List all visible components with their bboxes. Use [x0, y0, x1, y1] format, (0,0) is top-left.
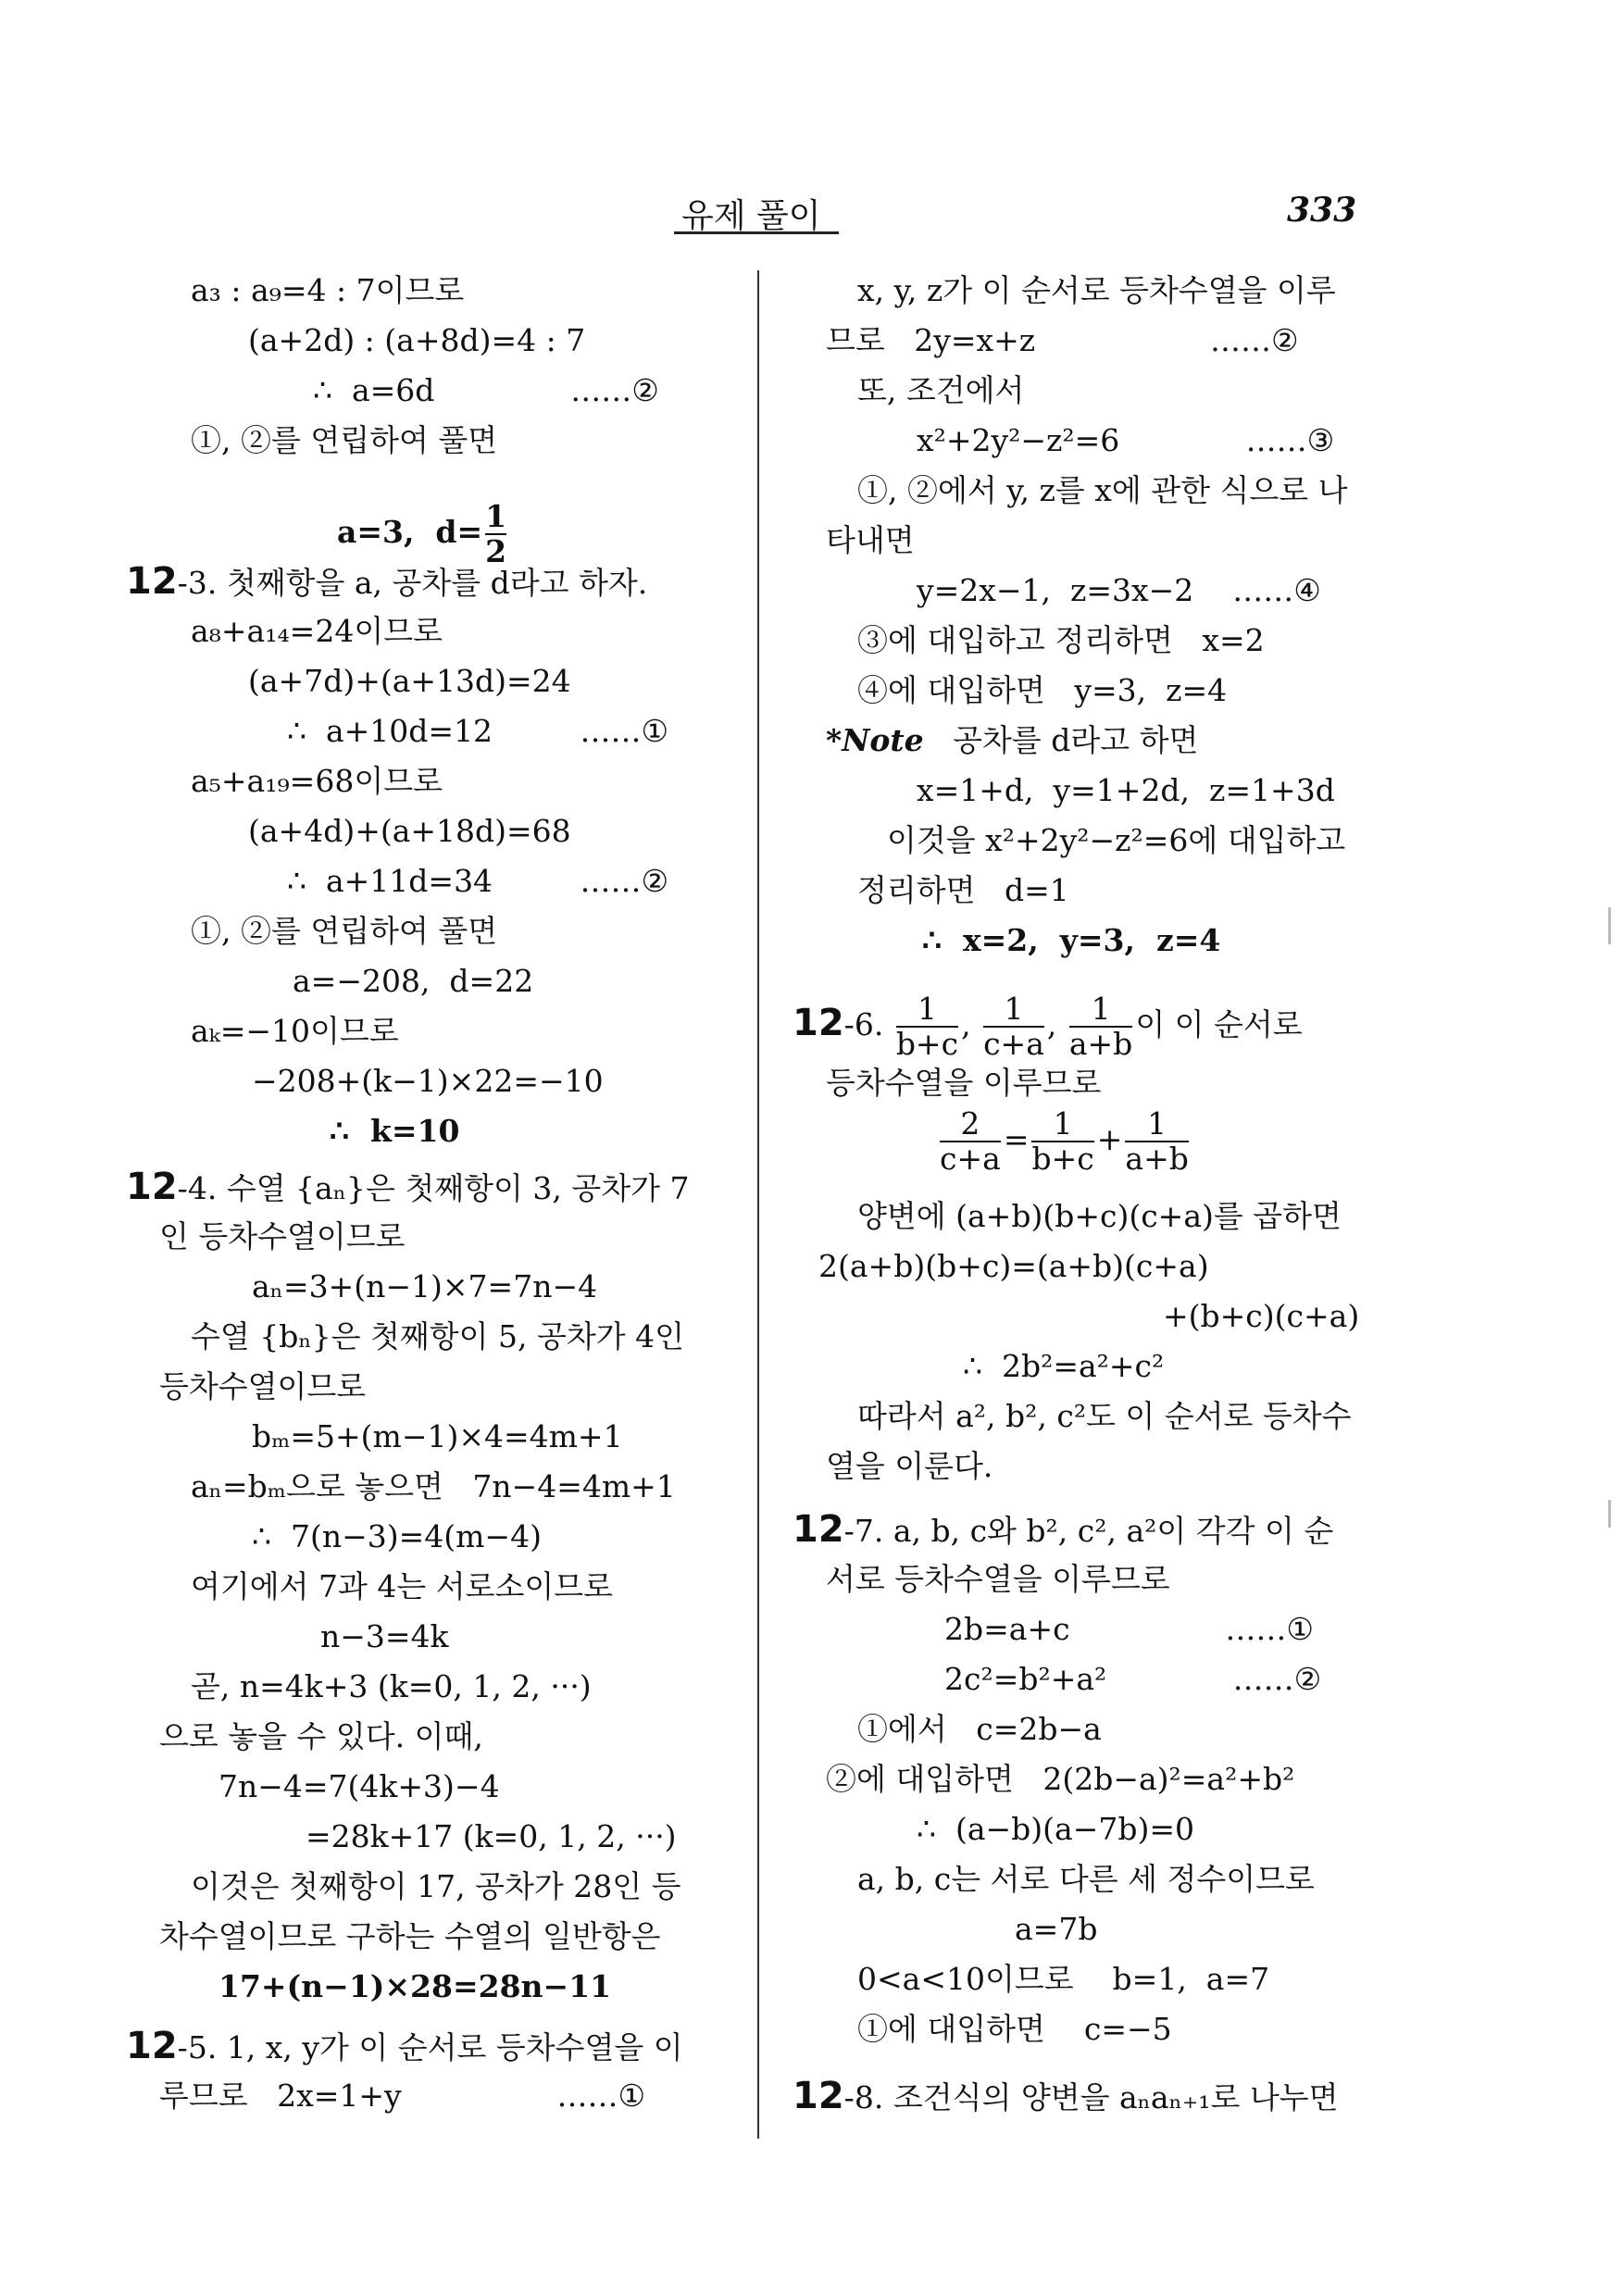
text-line: ①, ②를 연립하여 풀면 — [191, 422, 498, 458]
equation: (a+2d) : (a+8d)=4 : 7 — [248, 322, 586, 358]
text-line: 이것을 x²+2y²−z²=6에 대입하고 — [887, 822, 1346, 858]
problem-sub: -8. — [843, 2079, 893, 2115]
note-label: *Note — [826, 722, 924, 758]
text-line: 따라서 a², b², c²도 이 순서로 등차수 — [857, 1398, 1352, 1434]
numerator: 1 — [485, 498, 507, 534]
answer-line: 0<a<10이므로 b=1, a=7 — [857, 1961, 1270, 1997]
fraction — [485, 500, 506, 568]
text-line: 정리하면 d=1 — [857, 872, 1069, 908]
text-line: aₖ=−10이므로 — [191, 1013, 399, 1049]
text-line: 이 이 순서로 — [1135, 1006, 1303, 1042]
equation: 2b=a+c ……① — [944, 1611, 1314, 1647]
problem-number: 12 — [793, 1508, 844, 1551]
equation: x=1+d, y=1+2d, z=1+3d — [917, 772, 1335, 808]
problem-sub: -4. — [177, 1170, 227, 1206]
equation: 7n−4=7(4k+3)−4 — [218, 1768, 500, 1804]
equation: ∴ a=6d ……② — [313, 372, 659, 408]
problem-sub: -3. — [177, 565, 227, 601]
text-line: 양변에 (a+b)(b+c)(c+a)를 곱하면 — [857, 1198, 1342, 1234]
text-line: a₅+a₁₉=68이므로 — [191, 763, 443, 799]
equation: a=−208, d=22 — [293, 963, 534, 999]
text-line: 열을 이룬다. — [826, 1448, 993, 1484]
text-line: 여기에서 7과 4는 서로소이므로 — [191, 1568, 613, 1604]
equation: ①에서 c=2b−a — [857, 1711, 1102, 1747]
equation: aₙ=3+(n−1)×7=7n−4 — [252, 1268, 598, 1304]
text-line: a, b, c와 b², c², a²이 각각 이 순 — [893, 1513, 1334, 1549]
problem-sub: -5. — [177, 2029, 227, 2065]
equation: ∴ a+10d=12 ……① — [287, 713, 669, 749]
denominator: b+c — [1031, 1141, 1094, 1177]
text-line: 인 등차수열이므로 — [159, 1218, 406, 1254]
equation: 므로 2y=x+z ……② — [826, 322, 1299, 358]
equation: 2c²=b²+a² ……② — [944, 1661, 1322, 1697]
answer-line: ④에 대입하면 y=3, z=4 — [857, 672, 1228, 708]
fraction — [1125, 1107, 1188, 1176]
equation: n−3=4k — [320, 1618, 449, 1654]
fraction — [896, 992, 958, 1061]
numerator: 1 — [1053, 1105, 1073, 1142]
answer-line: ③에 대입하고 정리하면 x=2 — [857, 622, 1265, 658]
text-line: 수열 {aₙ}은 첫째항이 3, 공차가 7 — [226, 1170, 690, 1206]
page-header-title: 유제 풀이 — [681, 197, 821, 235]
problem-heading — [793, 2075, 1339, 2117]
text-line: 공차를 d라고 하면 — [923, 722, 1199, 758]
equation: ∴ (a−b)(a−7b)=0 — [917, 1811, 1195, 1847]
numerator: 1 — [1147, 1105, 1167, 1142]
equation: −208+(k−1)×22=−10 — [252, 1063, 604, 1099]
equation: ∴ 7(n−3)=4(m−4) — [252, 1518, 542, 1554]
numerator: 1 — [1004, 991, 1024, 1027]
equation: aₙ=bₘ으로 놓으면 7n−4=4m+1 — [191, 1468, 676, 1504]
problem-heading — [793, 1508, 1334, 1551]
text-line: a₃ : a₉=4 : 7이므로 — [191, 272, 465, 308]
equation: =28k+17 (k=0, 1, 2, ···) — [306, 1818, 677, 1854]
text-line: 곧, n=4k+3 (k=0, 1, 2, ···) — [191, 1668, 592, 1704]
text-line: 또, 조건에서 — [857, 372, 1025, 408]
scan-edge-mark — [1608, 1500, 1611, 1528]
fraction — [983, 992, 1044, 1061]
denominator: c+a — [983, 1026, 1044, 1062]
equation: 루므로 2x=1+y ……① — [159, 2078, 646, 2114]
text-line: 첫째항을 a, 공차를 d라고 하자. — [226, 565, 648, 601]
problem-heading: 12-6. $\frac{1}{b+c}$ , $\frac{1}{c+a}$ , $\frac{1}{a+b}$ 이 이 순서로 — [793, 991, 1303, 1062]
text-line: x, y, z가 이 순서로 등차수열을 이루 — [857, 272, 1336, 308]
fraction — [1031, 1107, 1093, 1176]
denominator: b+c — [895, 1026, 959, 1062]
text-line: ①, ②에서 y, z를 x에 관한 식으로 나 — [857, 472, 1348, 508]
note-line — [826, 722, 1198, 759]
problem-number: 12 — [793, 2075, 844, 2117]
fraction — [1069, 992, 1132, 1061]
problem-number: 12 — [793, 1002, 844, 1044]
text-line: a, b, c는 서로 다른 세 정수이므로 — [857, 1861, 1315, 1897]
text-line: 수열 {bₙ}은 첫째항이 5, 공차가 4인 — [191, 1318, 684, 1354]
answer-text: a=3, d= — [336, 514, 483, 550]
scan-edge-mark — [1608, 907, 1611, 944]
denominator: c+a — [940, 1141, 1001, 1177]
equation: bₘ=5+(m−1)×4=4m+1 — [252, 1418, 623, 1454]
text-line: ①, ②를 연립하여 풀면 — [191, 913, 498, 949]
denominator: 2 — [485, 533, 507, 569]
text-line: 등차수열을 이루므로 — [826, 1065, 1102, 1101]
text-line: 차수열이므로 구하는 수열의 일반항은 — [159, 1918, 661, 1954]
equation: $\frac{2}{c+a}$ = $\frac{1}{b+c}$ + $\frac{1}{a+b}$ — [940, 1105, 1189, 1177]
equation: ∴ a+11d=34 ……② — [287, 863, 669, 899]
problem-sub: -7. — [843, 1513, 893, 1549]
fraction — [940, 1107, 1001, 1176]
denominator: a+b — [1125, 1141, 1189, 1177]
text-line: 이것은 첫째항이 17, 공차가 28인 등 — [191, 1868, 681, 1904]
text-line: 등차수열이므로 — [159, 1368, 367, 1404]
equation: x²+2y²−z²=6 ……③ — [917, 422, 1335, 458]
text-line: a₈+a₁₄=24이므로 — [191, 613, 443, 649]
equation: +(b+c)(c+a) — [1163, 1298, 1360, 1334]
answer-line: ∴ k=10 — [330, 1113, 460, 1149]
equation: y=2x−1, z=3x−2 ……④ — [917, 572, 1321, 608]
problem-number: 12 — [126, 2025, 178, 2067]
equation: (a+4d)+(a+18d)=68 — [248, 813, 571, 849]
numerator: 1 — [917, 991, 937, 1027]
header-underline — [674, 231, 839, 234]
answer-line: ①에 대입하면 c=−5 — [857, 2011, 1172, 2047]
page-number: 333 — [1287, 191, 1357, 230]
problem-heading — [126, 1168, 689, 1207]
text-line: 타내면 — [826, 522, 915, 558]
text-line: 1, x, y가 이 순서로 등차수열을 이 — [226, 2029, 683, 2065]
equation: (a+7d)+(a+13d)=24 — [248, 663, 571, 699]
problem-heading — [126, 2025, 683, 2067]
equation: 2(a+b)(b+c)=(a+b)(c+a) — [818, 1248, 1209, 1284]
equation: a=7b — [1015, 1911, 1098, 1947]
numerator: 1 — [1091, 991, 1111, 1027]
column-divider — [757, 270, 759, 2139]
problem-sub: -6. — [843, 1006, 893, 1042]
denominator: a+b — [1068, 1026, 1133, 1062]
text-line: 서로 등차수열을 이루므로 — [826, 1561, 1170, 1597]
problem-heading — [126, 560, 648, 603]
equation: ∴ 2b²=a²+c² — [963, 1348, 1165, 1384]
text-line: 조건식의 양변을 aₙaₙ₊₁로 나누면 — [893, 2079, 1339, 2115]
problem-number: 12 — [126, 560, 178, 603]
equation: ②에 대입하면 2(2b−a)²=a²+b² — [826, 1761, 1295, 1797]
text-line: 으로 놓을 수 있다. 이때, — [159, 1718, 483, 1754]
problem-number: 12 — [126, 1166, 178, 1208]
answer-line: 17+(n−1)×28=28n−11 — [218, 1968, 612, 2004]
answer-line: ∴ x=2, y=3, z=4 — [922, 922, 1221, 958]
numerator: 2 — [960, 1105, 980, 1142]
